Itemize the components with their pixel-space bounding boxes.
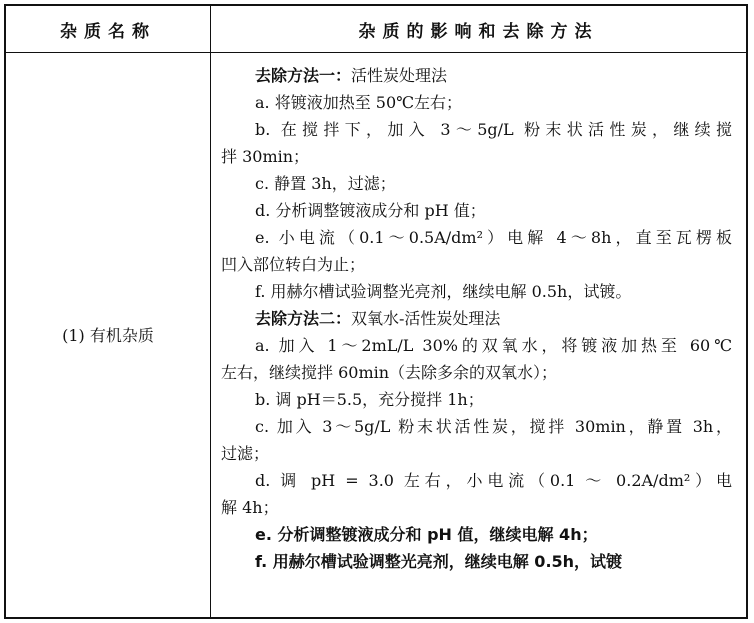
method1-step-d: d. 分析调整镀液成分和 pH 值； [255, 201, 486, 220]
method1-step-e-line1: e. 小电流（0.1～0.5A/dm²）电解 4～8h，直至瓦楞板 [255, 228, 732, 247]
method1-step-c: c. 静置 3h，过滤； [255, 174, 396, 193]
method1-name: 活性炭处理法 [351, 66, 448, 85]
table-header-row [6, 6, 746, 53]
method2-step-c-line2: 过滤； [221, 444, 270, 463]
method2-name: 双氧水-活性炭处理法 [351, 309, 501, 328]
method2-step-e: e. 分析调整镀液成分和 pH 值，继续电解 4h； [255, 525, 598, 544]
method1-step-b-line2: 拌 30min； [221, 147, 310, 166]
header-impact-and-removal: 杂质的影响和去除方法 [358, 21, 599, 42]
method2-step-c-line1: c. 加入 3～5g/L 粉末状活性炭，搅拌 30min，静置 3h， [255, 417, 732, 436]
method1-heading [211, 62, 746, 89]
method2-title: 去除方法二： [255, 309, 352, 328]
method1-step-f: f. 用赫尔槽试验调整光亮剂，继续电解 0.5h，试镀。 [255, 282, 632, 301]
method1-step-a: a. 将镀液加热至 50℃左右； [255, 93, 463, 112]
method2-step-d-line2: 解 4h； [221, 498, 279, 517]
method2-step-f: f. 用赫尔槽试验调整光亮剂，继续电解 0.5h，试镀 [255, 552, 623, 571]
method2-heading [211, 305, 746, 332]
impurity-name-cell: (1) 有机杂质 [62, 326, 154, 345]
method2-step-a-line2: 左右，继续搅拌 60min（去除多余的双氧水）； [221, 363, 558, 382]
method1-step-b-line1: b. 在搅拌下，加入 3～5g/L 粉末状活性炭，继续搅 [255, 120, 732, 139]
method2-step-d-line1: d. 调 pH = 3.0 左右，小电流（0.1 ～ 0.2A/dm²）电 [255, 471, 732, 490]
removal-methods-cell [211, 62, 746, 575]
method1-title: 去除方法一： [255, 66, 352, 85]
method1-step-e-line2: 凹入部位转白为止； [221, 255, 366, 274]
impurity-table [4, 4, 748, 619]
method2-step-a-line1: a. 加入 1～2mL/L 30%的双氧水，将镀液加热至 60℃ [255, 336, 732, 355]
method2-step-b: b. 调 pH＝5.5，充分搅拌 1h； [255, 390, 484, 409]
header-impurity-name: 杂质名称 [60, 21, 156, 42]
